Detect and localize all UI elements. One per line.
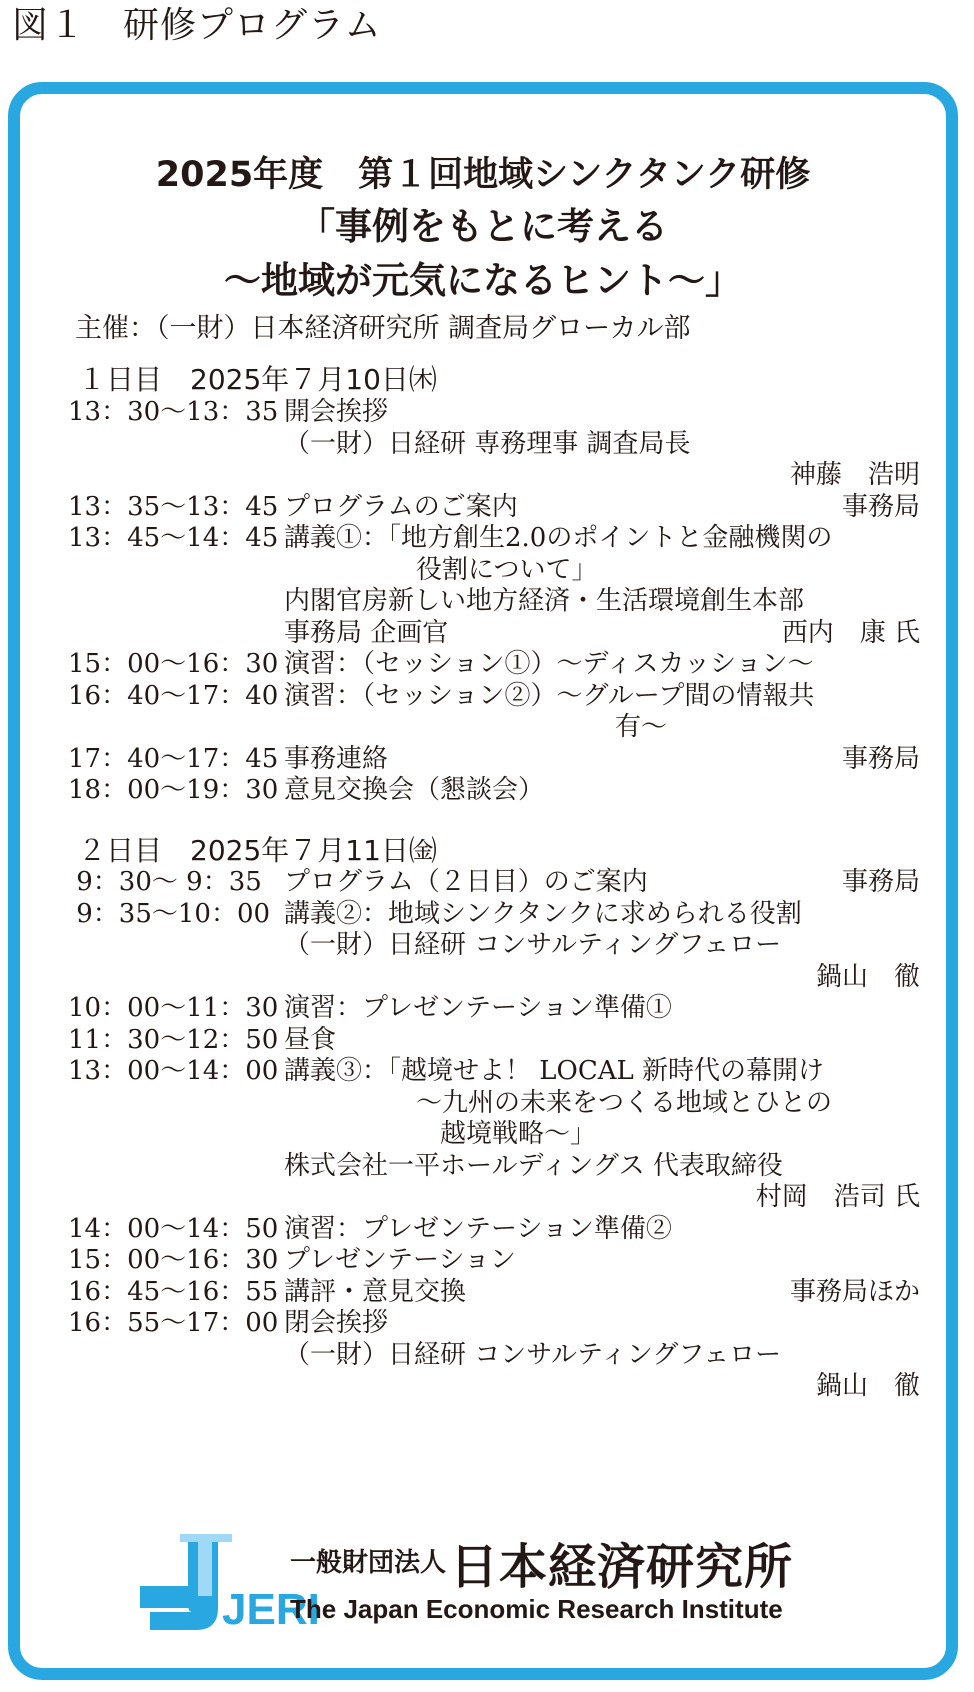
schedule-row xyxy=(20,1275,946,1309)
schedule-row xyxy=(20,1023,946,1057)
day1-heading: １日目 2025年７月10日㈭ xyxy=(78,363,437,396)
row-time: 16：40～17：40 xyxy=(68,680,279,711)
schedule-row xyxy=(20,584,946,618)
logo-text: JERI xyxy=(222,1585,320,1634)
header-line3: ～地域が元気になるヒント～」 xyxy=(224,259,742,302)
row-content: 演習：（セッション②）～グループ間の情報共 xyxy=(284,680,815,711)
schedule-row xyxy=(20,991,946,1025)
figure-title: 図１ 研修プログラム xyxy=(12,5,382,46)
row-content: プログラム（２日目）のご案内 xyxy=(284,867,648,897)
schedule-row xyxy=(20,679,946,713)
row-content: 演習：プレゼンテーション準備② xyxy=(284,1213,672,1244)
schedule-row xyxy=(20,647,946,681)
day2-heading: ２日目 2025年７月11日㈮ xyxy=(78,834,437,867)
row-continuation: 有～ xyxy=(615,712,668,742)
row-continuation: ～九州の未来をつくる地域とひとの xyxy=(416,1087,833,1118)
header-line2: 「事例をもとに考える xyxy=(298,205,668,248)
schedule-row xyxy=(20,1369,946,1403)
row-content: 講義③：「越境せよ！ LOCAL 新時代の幕開け xyxy=(284,1056,825,1086)
row-content: 内閣官房新しい地方経済・生活環境創生本部 xyxy=(284,586,805,616)
row-content: （一財）日経研 専務理事 調査局長 xyxy=(284,428,691,459)
row-content: 閉会挨拶 xyxy=(284,1308,389,1338)
row-content: 演習：（セッション①）～ディスカッション～ xyxy=(284,649,814,679)
schedule-row xyxy=(20,490,946,524)
schedule-row xyxy=(20,1149,946,1183)
jeri-logo xyxy=(140,1534,320,1634)
schedule-row xyxy=(20,1306,946,1340)
row-content: 株式会社一平ホールディングス 代表取締役 xyxy=(284,1150,783,1181)
schedule-row xyxy=(20,553,946,587)
schedule-row xyxy=(20,521,946,555)
row-content: （一財）日経研 コンサルティングフェロー xyxy=(284,930,782,960)
program-frame xyxy=(8,82,958,1680)
schedule-row xyxy=(20,1338,946,1372)
schedule-row xyxy=(20,897,946,931)
row-content: 講義①：「地方創生2.0のポイントと金融機関の xyxy=(284,523,833,553)
schedule-row xyxy=(20,1054,946,1088)
schedule-row xyxy=(20,1212,946,1246)
row-time: 11：30～12：50 xyxy=(68,1024,279,1055)
row-time: 10：00～11：30 xyxy=(68,993,279,1023)
organizer: 主催：（一財）日本経済研究所 調査局グローカル部 xyxy=(75,313,691,344)
row-content: 演習：プレゼンテーション準備① xyxy=(284,993,672,1023)
row-time: 9：30～ 9：35 xyxy=(68,867,262,897)
header-line1: 2025年度 第１回地域シンクタンク研修 xyxy=(155,155,811,195)
schedule-row xyxy=(20,773,946,807)
row-content: （一財）日経研 コンサルティングフェロー xyxy=(284,1339,782,1370)
row-speaker: 神藤 浩明 xyxy=(789,460,920,490)
row-speaker: 西内 康 氏 xyxy=(781,617,920,648)
org-type: 一般財団法人 xyxy=(290,1548,447,1578)
row-speaker: 事務局 xyxy=(841,867,920,897)
row-time: 17：40～17：45 xyxy=(68,743,279,774)
row-time: 13：35～13：45 xyxy=(68,491,279,522)
row-content: 昼食 xyxy=(284,1024,337,1055)
row-speaker: 事務局 xyxy=(841,743,920,774)
schedule-row xyxy=(20,865,946,899)
schedule-row xyxy=(20,395,946,429)
org-name-en: The Japan Economic Research Institute xyxy=(290,1594,783,1624)
row-speaker: 村岡 浩司 氏 xyxy=(755,1182,920,1212)
schedule-row xyxy=(20,1180,946,1214)
row-content: 事務連絡 xyxy=(284,743,389,774)
row-content: 事務局 企画官 xyxy=(284,617,449,648)
schedule-row xyxy=(20,960,946,994)
row-time: 15：00～16：30 xyxy=(68,649,279,679)
row-content: プログラムのご案内 xyxy=(284,491,518,522)
schedule-row xyxy=(20,1117,946,1151)
schedule-row xyxy=(20,427,946,461)
row-speaker: 鍋山 徹 xyxy=(815,961,920,992)
row-speaker: 鍋山 徹 xyxy=(815,1371,920,1401)
row-continuation: 役割について」 xyxy=(416,554,598,585)
row-content: 講義②：地域シンクタンクに求められる役割 xyxy=(284,898,802,929)
row-time: 13：00～14：00 xyxy=(68,1056,279,1086)
schedule-row xyxy=(20,742,946,776)
row-speaker: 事務局 xyxy=(841,491,920,522)
schedule-row xyxy=(20,928,946,962)
row-continuation: 越境戦略～」 xyxy=(440,1119,597,1149)
schedule-row xyxy=(20,1243,946,1277)
row-speaker: 事務局ほか xyxy=(789,1276,920,1307)
row-time: 18：00～19：30 xyxy=(68,775,279,805)
footer xyxy=(140,1534,860,1634)
schedule-row xyxy=(20,1086,946,1120)
row-content: 講評・意見交換 xyxy=(284,1276,467,1307)
row-time: 16：55～17：00 xyxy=(68,1308,279,1338)
row-time: 16：45～16：55 xyxy=(68,1276,279,1307)
row-time: 9：35～10：00 xyxy=(68,898,271,929)
org-name-jp: 日本経済研究所 xyxy=(450,1539,794,1595)
schedule-row xyxy=(20,710,946,744)
row-content: 意見交換会（懇談会） xyxy=(284,775,545,805)
row-time: 15：00～16：30 xyxy=(68,1245,279,1275)
schedule-row xyxy=(20,458,946,492)
row-time: 13：45～14：45 xyxy=(68,523,279,553)
row-time: 14：00～14：50 xyxy=(68,1213,279,1244)
schedule-row xyxy=(20,616,946,650)
row-time: 13：30～13：35 xyxy=(68,397,279,427)
row-content: プレゼンテーション xyxy=(284,1245,516,1275)
program-header xyxy=(20,150,946,308)
row-content: 開会挨拶 xyxy=(284,397,389,427)
